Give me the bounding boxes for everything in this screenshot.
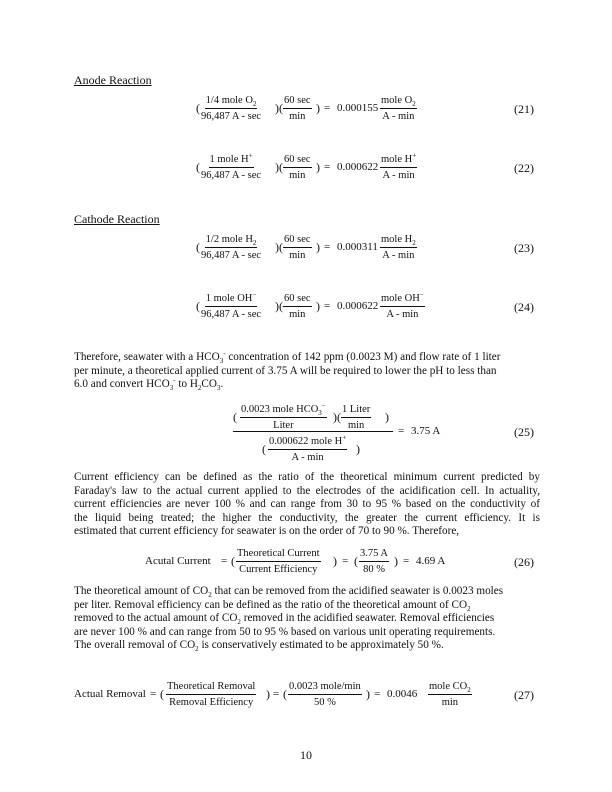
main-fraction-bar (233, 431, 393, 432)
subscript: 2 (197, 384, 202, 393)
result-value: 0.000622 (337, 300, 379, 312)
numerator: mole CO (429, 681, 468, 692)
paren: )( (275, 101, 283, 115)
equals-sign: = (273, 688, 280, 700)
denominator: A - min (386, 309, 419, 320)
denominator: min (441, 697, 459, 708)
numerator: 1 Liter (341, 403, 371, 418)
paren: ( (196, 299, 200, 313)
text: is conservatively estimated to be approximately 50 %. (198, 639, 444, 652)
numerator: mole O (381, 95, 413, 106)
text: CO (201, 378, 217, 391)
text-line (74, 585, 540, 599)
fraction (428, 680, 472, 709)
equals-sign: = (221, 555, 228, 567)
denominator: 96,487 A - sec (201, 170, 262, 181)
text: per liter. Removal efficiency can be defined as the ratio of the theoretical amount of CO (74, 598, 468, 611)
fraction (201, 292, 261, 321)
subscript: 2 (467, 686, 471, 695)
denominator: A - min (382, 111, 415, 122)
text: Therefore, seawater with a HCO (74, 351, 220, 363)
fraction (359, 547, 389, 576)
equation-label: Acutal Current (145, 555, 211, 567)
fraction (283, 233, 312, 262)
denominator: A - min (382, 170, 415, 181)
paren: ( (196, 160, 200, 174)
paren: ( (231, 554, 235, 568)
paren: )( (275, 160, 283, 174)
equation-number: (24) (514, 300, 534, 314)
result-value: 0.000155 (337, 102, 379, 114)
paren: ) (394, 554, 398, 568)
denominator: A - min (382, 250, 415, 261)
denominator: Removal Efficiency (169, 697, 254, 708)
equation-number: (22) (514, 161, 534, 175)
text-line (74, 351, 540, 365)
superscript: − (252, 290, 257, 299)
subscript: 2 (252, 239, 257, 248)
subscript: 3 (318, 409, 322, 418)
paren: ( (233, 410, 237, 424)
result-value: 0.000311 (337, 241, 378, 253)
equation-number: (27) (514, 688, 534, 702)
numerator: 60 sec (283, 94, 312, 109)
equation-number: (26) (514, 555, 534, 569)
numerator: 60 sec (283, 153, 312, 168)
denominator: 96,487 A - sec (201, 111, 262, 122)
subscript: 2 (467, 604, 471, 613)
denominator: 80 % (363, 564, 385, 575)
denominator: min (289, 309, 306, 320)
equals-sign: = (403, 555, 410, 567)
subscript: 3 (216, 384, 221, 393)
denominator: Liter (273, 420, 294, 431)
equals-sign: = (324, 300, 331, 312)
numerator: Theoretical Removal (166, 680, 256, 695)
paragraph-removal-efficiency (74, 585, 540, 653)
paren: ) (316, 101, 320, 115)
text-line: Faraday's law to the actual current applied to the electrodes of the acidification cell. In actuality, (74, 484, 540, 497)
paren: ( (262, 442, 266, 456)
text-line (74, 599, 540, 613)
fraction (166, 680, 256, 709)
numerator: 0.0023 mole/min (288, 680, 362, 695)
paragraph-seawater (74, 351, 540, 392)
paren: ) (316, 240, 320, 254)
paren: ) (316, 299, 320, 313)
numerator: 0.0023 mole HCO (241, 404, 319, 415)
paragraph-current-efficiency (74, 471, 540, 539)
paren: ( (160, 687, 164, 701)
paren: ) (356, 442, 360, 456)
superscript: + (248, 151, 253, 160)
numerator: Theoretical Current (236, 547, 321, 562)
numerator: 60 sec (283, 292, 312, 307)
text-line (74, 639, 540, 653)
equals-sign: = (324, 241, 331, 253)
superscript: − (321, 401, 326, 410)
denominator: 50 % (313, 697, 336, 708)
subscript: 2 (252, 100, 257, 109)
paren: ) (385, 410, 389, 424)
subscript: 2 (412, 100, 416, 109)
numerator: 60 sec (283, 233, 312, 248)
subscript: 2 (412, 239, 416, 248)
subscript: 2 (237, 618, 241, 627)
text: The overall removal of CO (74, 639, 196, 652)
text: that can be removed from the acidified seawater is 0.0023 moles (211, 585, 504, 597)
fraction (201, 153, 261, 182)
fraction (341, 403, 371, 432)
result-value: 0.0046 (387, 688, 418, 700)
fraction (283, 153, 312, 182)
fraction (380, 153, 417, 182)
denominator: Current Efficiency (239, 564, 318, 575)
text-line: Current efficiency can be defined as the ratio of the theoretical minimum current predicted by (74, 471, 540, 483)
paren: ) (266, 687, 270, 701)
denominator: min (347, 420, 365, 431)
numerator: mole H (381, 154, 413, 165)
text: removed in the acidified seawater. Removal efficiencies (240, 612, 495, 625)
equals-sign: = (374, 688, 381, 700)
paren: )( (275, 240, 283, 254)
numerator: mole H (381, 234, 413, 245)
superscript: − (419, 290, 424, 299)
equation-label: Actual Removal (74, 688, 146, 700)
paren: ) (366, 687, 370, 701)
fraction (380, 292, 425, 321)
numerator: 1/4 mole O (205, 95, 253, 106)
subscript: 2 (208, 591, 212, 600)
equals-sign: = (342, 555, 349, 567)
cathode-reaction-heading: Cathode Reaction (74, 212, 160, 226)
equals-sign: = (324, 102, 331, 114)
numerator: 0.000622 mole H (269, 436, 343, 447)
text: removed to the actual amount of CO (74, 612, 238, 625)
superscript: + (412, 151, 417, 160)
text: The theoretical amount of CO (74, 585, 209, 597)
subscript: 3 (219, 357, 224, 366)
paren: ( (354, 554, 358, 568)
denominator: A - min (291, 452, 324, 463)
denominator: min (289, 250, 306, 261)
fraction (283, 94, 312, 123)
equation-number: (23) (514, 241, 534, 255)
result-value: 0.000622 (337, 161, 379, 173)
text-line: the liquid being treated; the higher the conductivity, the greater the current efficiency. It is (74, 511, 540, 524)
text-line: are never 100 % and can range from 50 to 95 % based on various unit operating requirements. (74, 625, 496, 638)
fraction (380, 94, 417, 123)
result-value: 3.75 A (411, 425, 441, 437)
fraction (240, 403, 327, 432)
fraction (201, 94, 261, 123)
equation-number: (21) (514, 102, 534, 116)
numerator: mole OH (381, 293, 420, 304)
text: to H (175, 378, 198, 391)
equation-number: (25) (514, 425, 534, 439)
text-line: estimated that current efficiency for seawater is on the order of 70 to 90 %. Therefore, (74, 525, 460, 538)
result-value: 4.69 A (416, 555, 446, 567)
superscript: - (223, 349, 226, 358)
text: concentration of 142 ppm (0.0023 M) and flow rate of 1 liter (225, 351, 501, 363)
anode-reaction-heading: Anode Reaction (74, 73, 152, 87)
paren: ( (283, 687, 287, 701)
fraction (236, 547, 321, 576)
subscript: 2 (195, 645, 199, 654)
numerator: 3.75 A (359, 547, 389, 562)
text-line: per minute, a theoretical applied current of 3.75 A will be required to lower the pH to less than (74, 364, 497, 377)
numerator: 1 mole OH (205, 293, 253, 304)
fraction (268, 435, 347, 464)
denominator: min (289, 170, 306, 181)
paren: )( (275, 299, 283, 313)
denominator: 96,487 A - sec (201, 309, 262, 320)
denominator: min (289, 111, 306, 122)
paren: )( (333, 410, 341, 424)
numerator: 1 mole H (209, 154, 249, 165)
text-line (74, 612, 540, 626)
paren: ) (316, 160, 320, 174)
superscript: - (173, 376, 176, 385)
superscript: + (342, 433, 347, 442)
page-number: 10 (300, 748, 312, 762)
text: 6.0 and convert HCO (74, 378, 170, 391)
denominator: 96,487 A - sec (201, 250, 262, 261)
text-line (74, 378, 540, 392)
numerator: 1/2 mole H (205, 234, 253, 245)
equals-sign: = (324, 161, 331, 173)
equals-sign: = (398, 425, 405, 437)
subscript: 3 (169, 384, 174, 393)
text-line: current efficiencies are never 100 % and can range from 30 to 95 % based on the conductivity of (74, 498, 540, 511)
equals-sign: = (150, 688, 157, 700)
paren: ( (196, 240, 200, 254)
fraction (201, 233, 261, 262)
text: . (220, 378, 224, 391)
paren: ) (333, 554, 337, 568)
fraction (283, 292, 312, 321)
fraction (380, 233, 417, 262)
fraction (288, 680, 362, 709)
paren: ( (196, 101, 200, 115)
